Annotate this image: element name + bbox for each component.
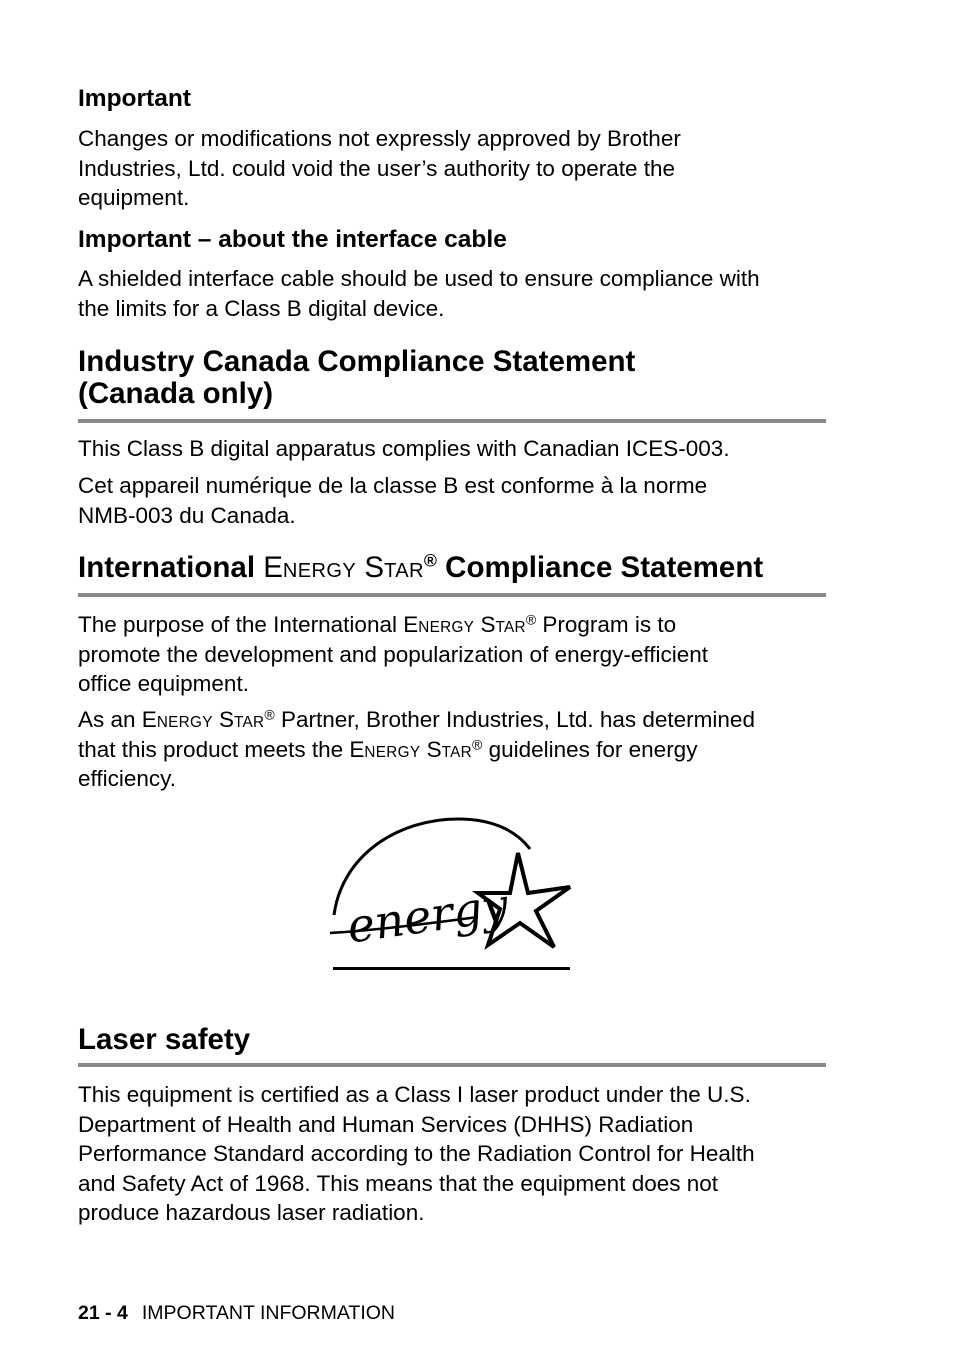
laser-line: This equipment is certified as a Class I laser product under the U.S.	[78, 1082, 751, 1107]
energy-paragraph-line: office equipment.	[78, 671, 249, 696]
energy-star-brand: ENERGY STAR	[141, 707, 265, 732]
energy-heading-suffix: Compliance Statement	[436, 551, 764, 584]
energy-star-brand: ENERGY STAR	[263, 551, 424, 584]
section-divider	[78, 1063, 826, 1067]
interface-cable-line: the limits for a Class B digital device.	[78, 296, 445, 321]
laser-safety-heading: Laser safety	[78, 1023, 251, 1056]
canada-french-line: Cet appareil numérique de la classe B est conforme à la norme	[78, 473, 708, 498]
canada-heading-line2: (Canada only)	[78, 377, 274, 410]
energy-logo-text: energy	[343, 877, 512, 954]
energy-star-brand: ENERGY STAR	[403, 612, 526, 637]
important-heading: Important	[78, 85, 191, 112]
laser-line: Department of Health and Human Services (DHHS) Radiation	[78, 1111, 694, 1137]
page-number: 21 - 4	[78, 1302, 128, 1324]
canada-paragraph: This Class B digital apparatus complies with Canadian ICES-003.	[78, 436, 730, 461]
energy-paragraph-line: that this product meets the ENERGY STAR® guidelines for energy	[78, 736, 698, 762]
energy-star-brand: ENERGY STAR	[349, 737, 473, 762]
interface-cable-heading: Important – about the interface cable	[78, 226, 507, 253]
energy-star-logo-icon	[328, 815, 580, 975]
important-line: Industries, Ltd. could void the user’s authority to operate the	[78, 155, 676, 181]
registered-mark: ®	[423, 550, 437, 571]
energy-paragraph-line: The purpose of the International ENERGY STAR® Program is to	[78, 611, 677, 637]
section-divider	[78, 419, 826, 423]
energy-star-heading	[78, 552, 763, 587]
energy-paragraph-line: As an ENERGY STAR® Partner, Brother Industries, Ltd. has determined	[78, 706, 755, 732]
laser-line: produce hazardous laser radiation.	[78, 1200, 425, 1225]
canada-french-line: NMB-003 du Canada.	[78, 503, 296, 528]
canada-heading: Industry Canada Compliance Statement	[78, 345, 636, 378]
energy-paragraph-line: promote the development and popularization of energy-efficient	[78, 641, 708, 667]
energy-paragraph-line: efficiency.	[78, 766, 176, 791]
important-line: Changes or modifications not expressly approved by Brother	[78, 126, 681, 151]
interface-cable-line: A shielded interface cable should be used to ensure compliance with	[78, 266, 760, 291]
laser-line: Performance Standard according to the Radiation Control for Health	[78, 1141, 755, 1166]
page-footer	[78, 1301, 395, 1325]
section-divider	[78, 593, 826, 597]
energy-heading-prefix: International	[78, 551, 264, 584]
laser-line: and Safety Act of 1968. This means that the equipment does not	[78, 1170, 719, 1196]
important-line: equipment.	[78, 185, 190, 210]
footer-section-title: IMPORTANT INFORMATION	[141, 1302, 396, 1324]
